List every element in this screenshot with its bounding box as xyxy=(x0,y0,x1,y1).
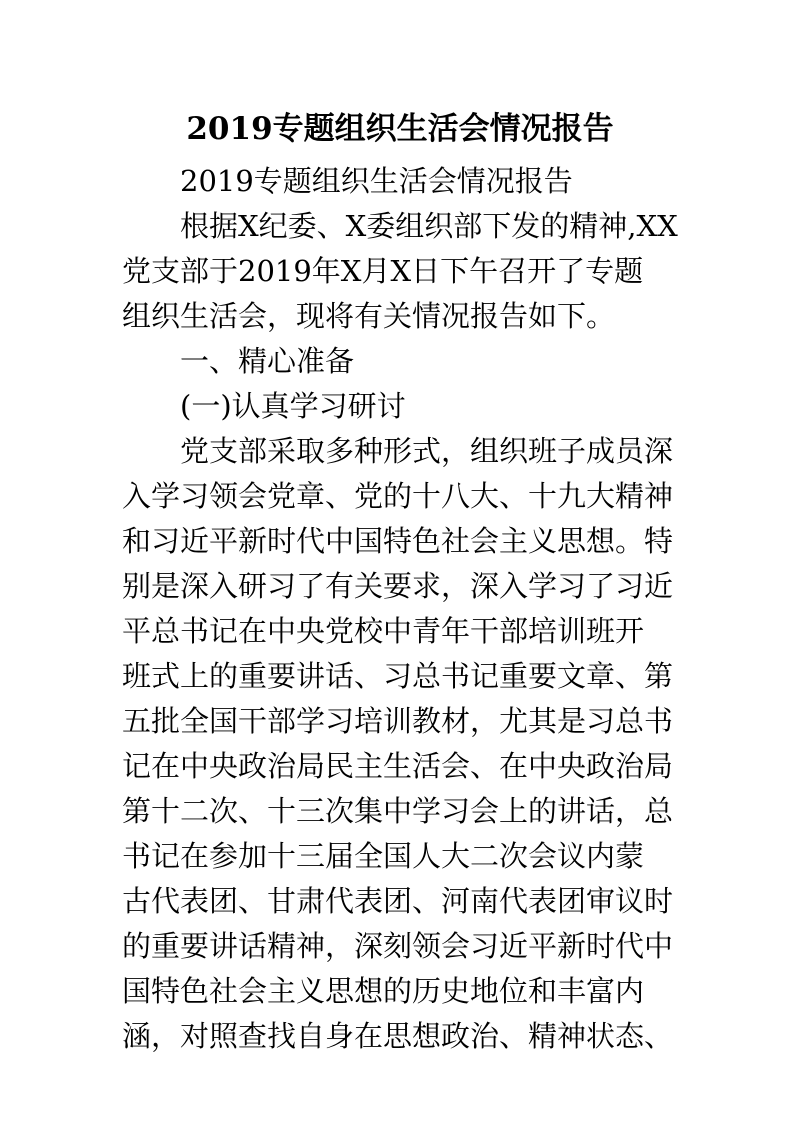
paragraph-line: 古代表团、甘肃代表团、河南代表团审议时 xyxy=(122,884,674,918)
paragraph-line: 国特色社会主义思想的历史地位和丰富内 xyxy=(122,974,645,1008)
subsection-heading: (一)认真学习研讨 xyxy=(180,389,406,423)
paragraph-line: 组织生活会，现将有关情况报告如下。 xyxy=(122,299,616,333)
paragraph-line: 入学习领会党章、党的十八大、十九大精神 xyxy=(122,479,674,513)
paragraph-line: 平总书记在中央党校中青年干部培训班开 xyxy=(122,614,645,648)
subtitle-line: 2019专题组织生活会情况报告 xyxy=(180,164,573,198)
paragraph-line: 党支部采取多种形式，组织班子成员深 xyxy=(180,434,674,468)
section-heading: 一、精心准备 xyxy=(180,344,355,378)
paragraph-line: 记在中央政治局民主生活会、在中央政治局 xyxy=(122,749,674,783)
paragraph-line: 别是深入研习了有关要求，深入学习了习近 xyxy=(122,569,674,603)
paragraph-line: 第十二次、十三次集中学习会上的讲话，总 xyxy=(122,794,674,828)
paragraph-line: 班式上的重要讲话、习总书记重要文章、第 xyxy=(122,659,674,693)
paragraph-line: 的重要讲话精神，深刻领会习近平新时代中 xyxy=(122,929,674,963)
paragraph-line: 涵，对照查找自身在思想政治、精神状态、 xyxy=(122,1019,674,1053)
paragraph-line: 五批全国干部学习培训教材，尤其是习总书 xyxy=(122,704,674,738)
paragraph-line: 根据X纪委、X委组织部下发的精神,XX xyxy=(180,209,678,243)
document-title: 2019专题组织生活会情况报告 xyxy=(186,111,614,147)
paragraph-line: 党支部于2019年X月X日下午召开了专题 xyxy=(122,254,644,288)
paragraph-line: 和习近平新时代中国特色社会主义思想。特 xyxy=(122,524,674,558)
paragraph-line: 书记在参加十三届全国人大二次会议内蒙 xyxy=(122,839,645,873)
